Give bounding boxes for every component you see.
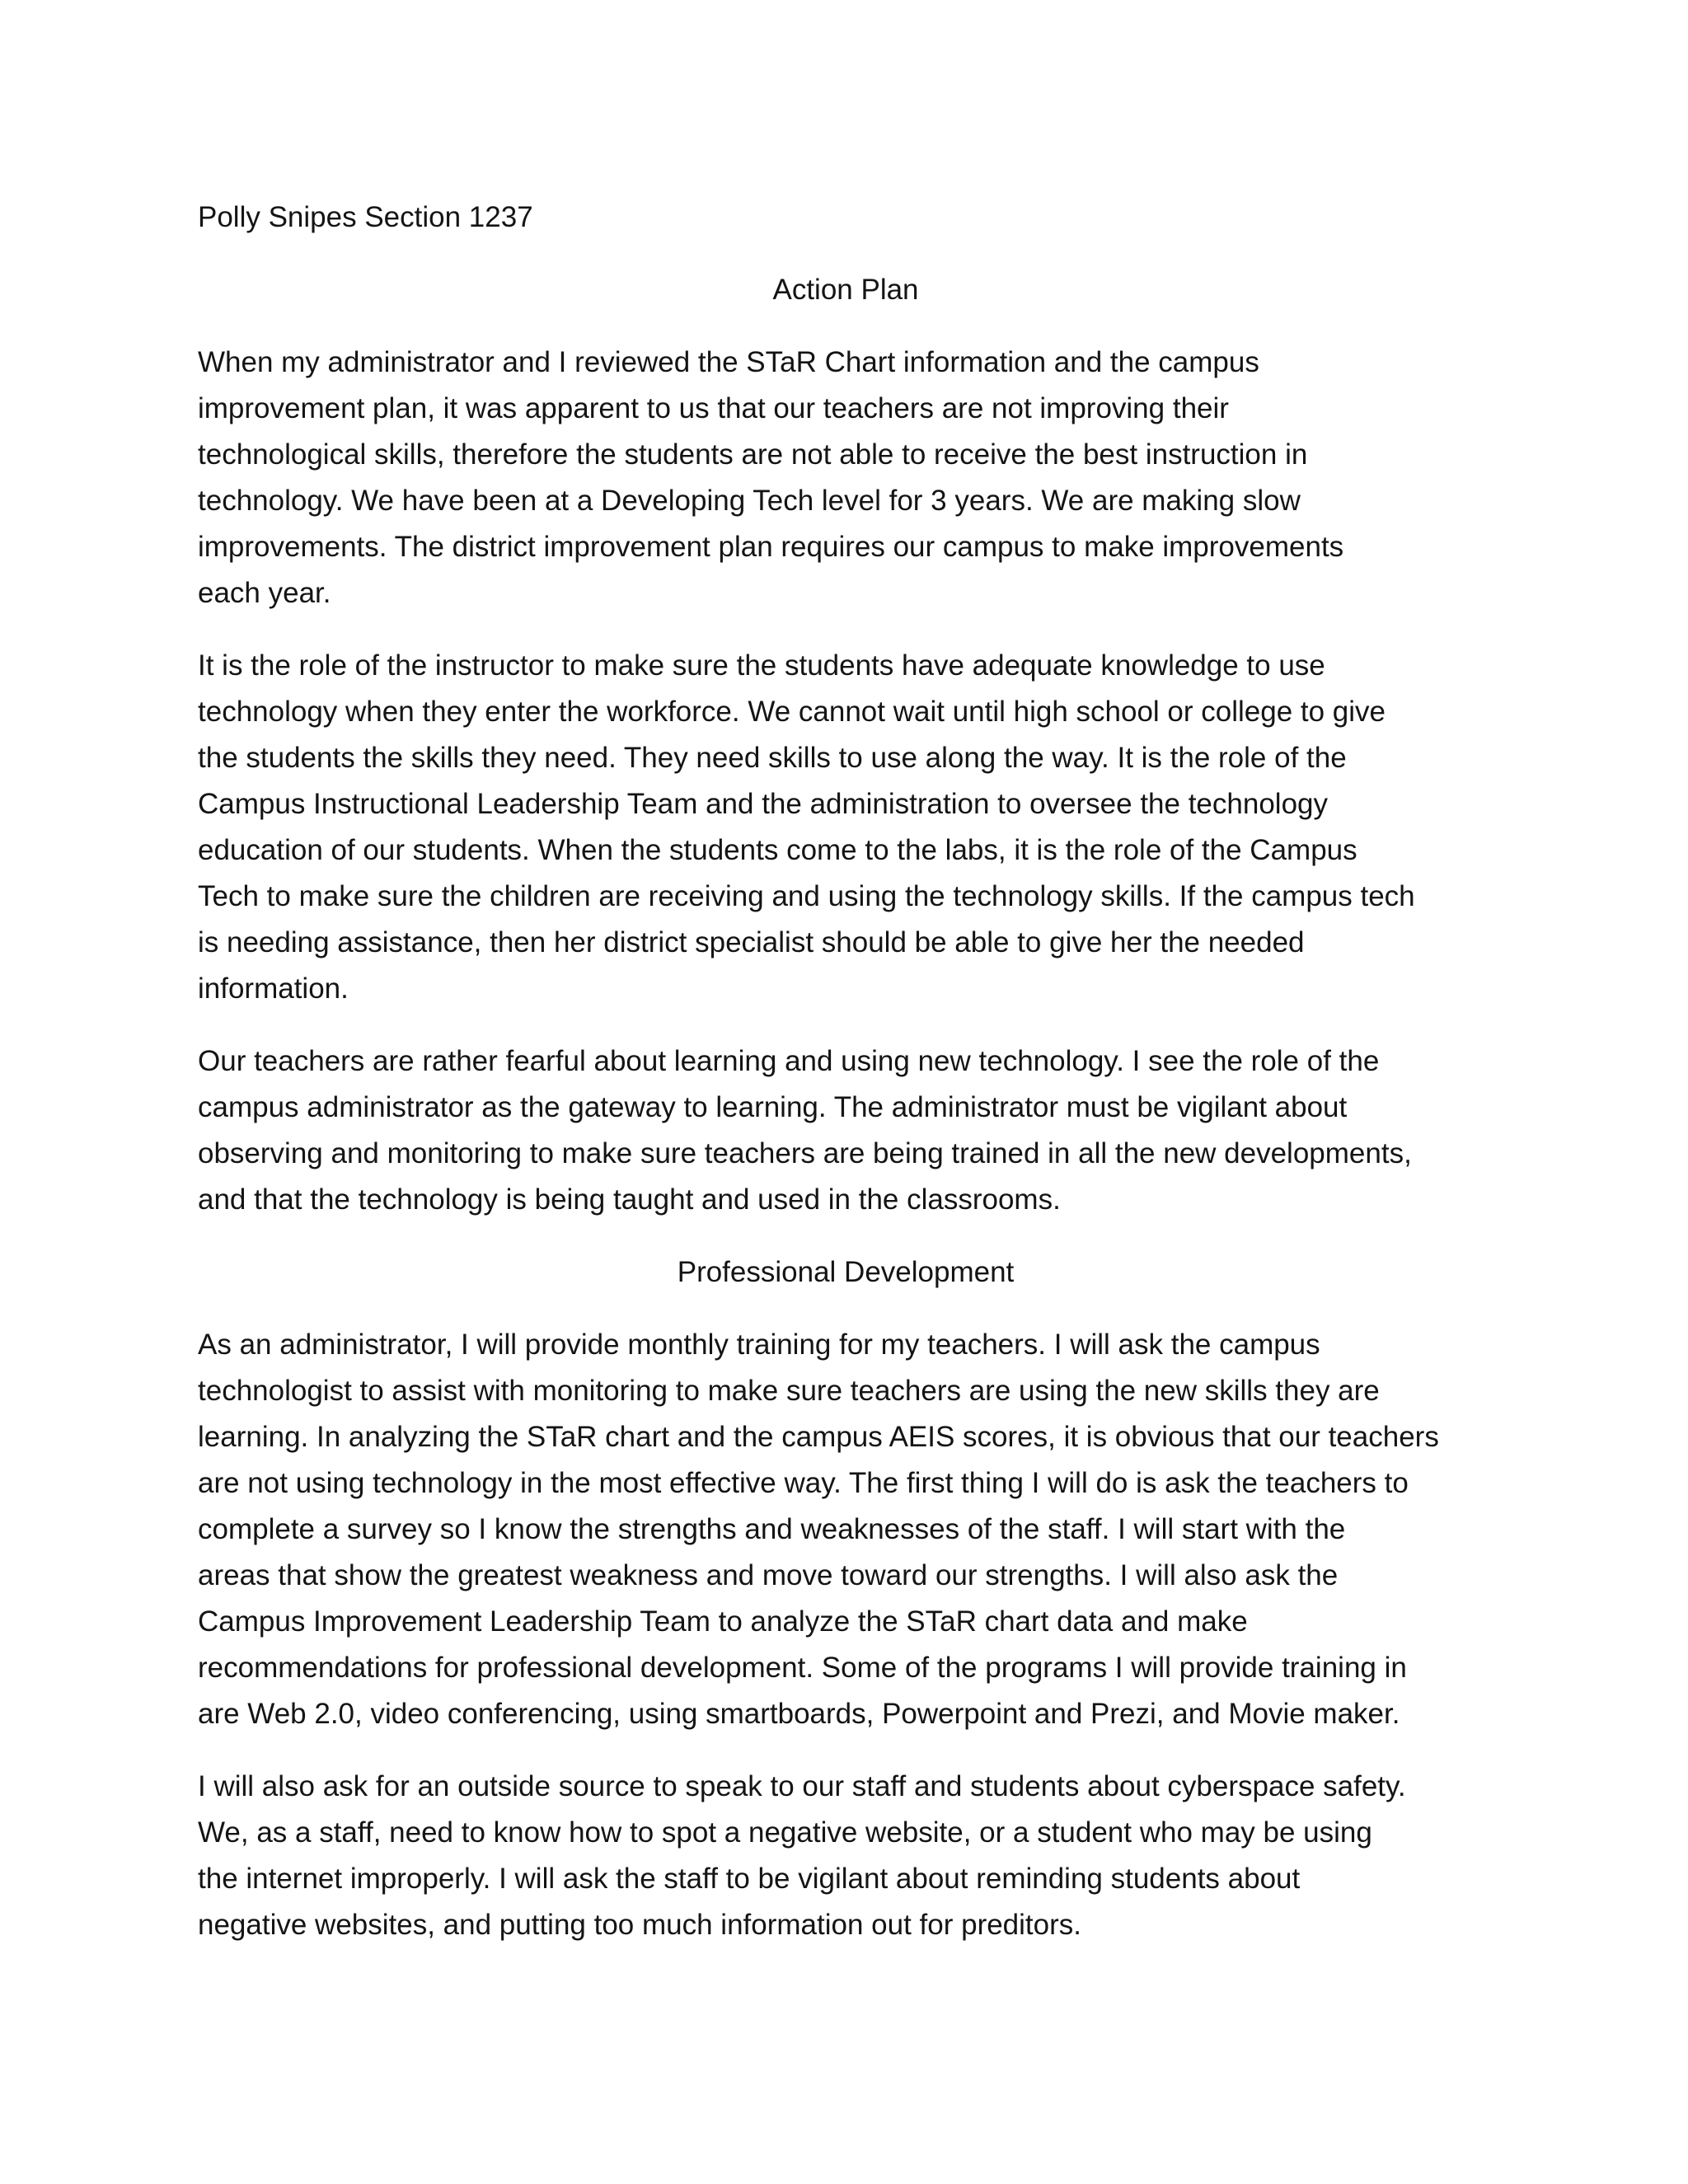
text-line: the students the skills they need. They need skills to use along the way. It is the role of the [198, 742, 1347, 774]
text-line: I will also ask for an outside source to speak to our staff and students about cyberspace safety. [198, 1770, 1406, 1802]
text-line: When my administrator and I reviewed the STaR Chart information and the campus [198, 346, 1259, 378]
text-line: improvements. The district improvement plan requires our campus to make improvements [198, 531, 1344, 563]
text-line: recommendations for professional development. Some of the programs I will provide training in [198, 1652, 1407, 1684]
text-line: Our teachers are rather fearful about learning and using new technology. I see the role of the [198, 1045, 1380, 1077]
text-line: Campus Improvement Leadership Team to analyze the STaR chart data and make [198, 1605, 1248, 1638]
text-line: technological skills, therefore the students are not able to receive the best instruction in [198, 438, 1308, 471]
text-line: information. [198, 972, 349, 1005]
text-line: improvement plan, it was apparent to us that our teachers are not improving their [198, 392, 1229, 424]
paragraph-4 [198, 1322, 1493, 1737]
document-body [198, 194, 1493, 1975]
text-line: is needing assistance, then her district specialist should be able to give her the needed [198, 926, 1305, 958]
text-line: are not using technology in the most effective way. The first thing I will do is ask the teachers to [198, 1467, 1409, 1499]
paragraph-5 [198, 1764, 1493, 1948]
text-line: areas that show the greatest weakness and move toward our strengths. I will also ask the [198, 1559, 1339, 1591]
paragraph-2 [198, 643, 1493, 1012]
text-line: technology. We have been at a Developing Tech level for 3 years. We are making slow [198, 485, 1301, 517]
section-heading: Professional Development [677, 1256, 1015, 1288]
text-line: It is the role of the instructor to make sure the students have adequate knowledge to use [198, 649, 1325, 682]
text-line: complete a survey so I know the strengths and weaknesses of the staff. I will start with the [198, 1513, 1346, 1545]
paragraph-3 [198, 1038, 1493, 1223]
paragraph-1 [198, 340, 1493, 616]
document-title: Action Plan [772, 274, 919, 306]
text-line: campus administrator as the gateway to learning. The administrator must be vigilant about [198, 1091, 1348, 1123]
text-line: are Web 2.0, video conferencing, using smartboards, Powerpoint and Prezi, and Movie maker. [198, 1698, 1400, 1730]
text-line: observing and monitoring to make sure teachers are being trained in all the new developments, [198, 1137, 1412, 1169]
text-line: Campus Instructional Leadership Team and the administration to oversee the technology [198, 788, 1328, 820]
text-line: the internet improperly. I will ask the staff to be vigilant about reminding students about [198, 1863, 1301, 1895]
author-line: Polly Snipes Section 1237 [198, 201, 533, 233]
text-line: technologist to assist with monitoring to make sure teachers are using the new skills they are [198, 1375, 1380, 1407]
text-line: As an administrator, I will provide monthly training for my teachers. I will ask the campus [198, 1329, 1320, 1361]
text-line: technology when they enter the workforce. We cannot wait until high school or college to give [198, 696, 1386, 728]
text-line: negative websites, and putting too much information out for preditors. [198, 1909, 1081, 1941]
text-line: each year. [198, 577, 331, 609]
text-line: We, as a staff, need to know how to spot a negative website, or a student who may be using [198, 1816, 1372, 1849]
text-line: education of our students. When the students come to the labs, it is the role of the Campus [198, 834, 1357, 866]
text-line: learning. In analyzing the STaR chart and the campus AEIS scores, it is obvious that our teachers [198, 1421, 1439, 1453]
text-line: and that the technology is being taught and used in the classrooms. [198, 1183, 1061, 1216]
text-line: Tech to make sure the children are receiving and using the technology skills. If the campus tech [198, 880, 1415, 912]
